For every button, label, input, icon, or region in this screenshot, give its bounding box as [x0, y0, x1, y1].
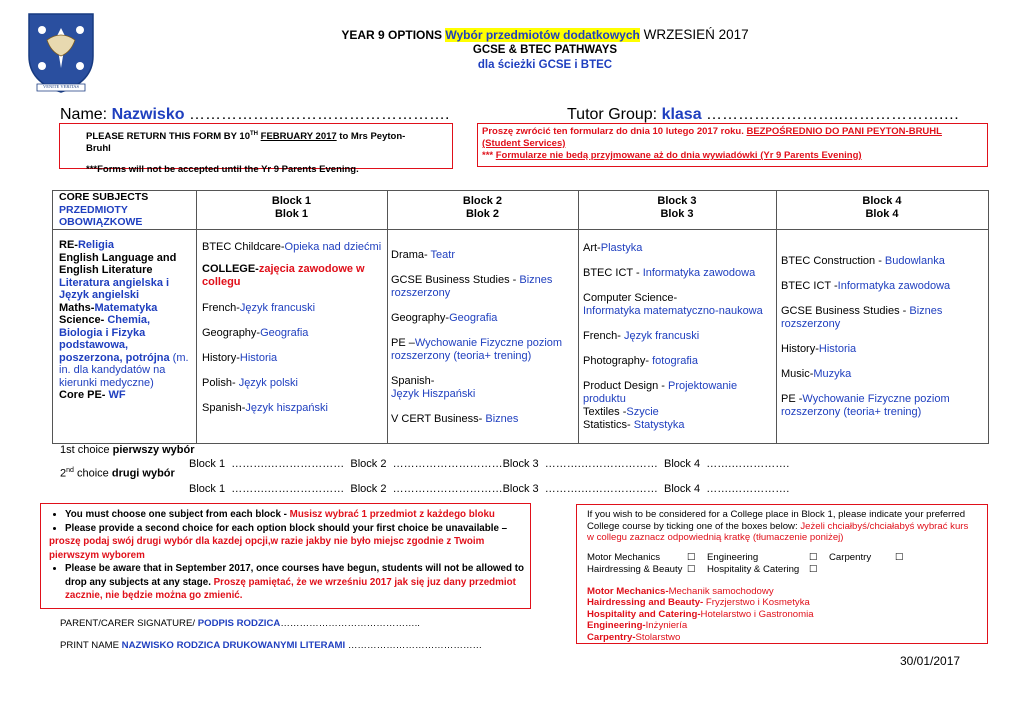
- block-3-option: Photography- fotografia: [583, 355, 698, 367]
- block-2-option: V CERT Business- Biznes: [391, 413, 519, 425]
- instruction-item: • Please be aware that in September 2017, once courses have begun, students will not be allowed to drop any subjects at any stage. Proszę pamiętać, że we wrześniu 2017 jak się juz dany przedmiot zacznie, nie będzie można go zmienić.: [65, 562, 524, 603]
- crest-motto: VENITE VERITAS: [43, 84, 79, 89]
- block-2-header: Block 2 Blok 2: [462, 195, 503, 220]
- block-2-option: Geography-Geografia: [391, 312, 498, 324]
- block-4-option: Music-Muzyka: [781, 368, 852, 380]
- parent-signature-field[interactable]: PARENT/CARER SIGNATURE/ PODPIS RODZICA……………………………………..: [60, 618, 420, 629]
- checkbox-icon[interactable]: ☐: [687, 563, 696, 575]
- college-option: Carpentry: [829, 551, 872, 563]
- college-option: Motor Mechanics: [587, 551, 661, 563]
- block-3-option: French- Język francuski: [583, 330, 700, 342]
- core-subjects-header: CORE SUBJECTS PRZEDMIOTY OBOWIĄZKOWE: [59, 191, 149, 228]
- header-subtitle-pl: dla ścieżki GCSE i BTEC: [477, 59, 613, 71]
- block-1-option: Spanish-Język hiszpański: [202, 402, 328, 414]
- block-4-option: History-Historia: [781, 343, 857, 355]
- block-3-options: [583, 242, 773, 432]
- block-2-option: GCSE Business Studies - Biznes rozszerzony: [391, 274, 553, 299]
- block-4-option: PE -Wychowanie Fizyczne poziom rozszerzony (teoria+ trening): [781, 393, 950, 418]
- name-field[interactable]: Name: Nazwisko ………………………………………….: [60, 106, 450, 123]
- checkbox-icon[interactable]: ☐: [895, 551, 904, 563]
- block-2-option: Drama- Teatr: [391, 249, 455, 261]
- block-2-option: Spanish- Język Hiszpański: [391, 375, 476, 400]
- college-course-box: If you wish to be considered for a College place in Block 1, please indicate your preferred College course by ticking one of the boxes below: Jeżeli chciałbyś/chciałabyś wybrać kurs w collegu zaznacz odpowiednią kratkę (tłumaczenie poniżej) Motor Mechanics ☐ Engineering ☐ Carpentry ☐ Hairdressing & Beauty ☐ Hospitality & Catering ☐ Motor Mechanics-Mechanik samochodowy Hairdressing and Beauty- Fryzjerstwo i Kosmetyka Hospitality and Catering-Hotelarstwo i Gastronomia Engineering-Inżyniería Carpentry-Stolarstwo: [576, 504, 988, 644]
- instructions-box: • You must choose one subject from each block - Musisz wybrać 1 przedmiot z każdego bloku • Please provide a second choice for each option block should your first choice be unavailable – proszę podaj swój drugi wybór dla kazdej opcji,w razie jakby nie było miejsc zgodnie z Twoim pierwszym wyborem • Please be aware that in September 2017, once courses have begun, students will not be allowed to drop any subjects at any stage. Proszę pamiętać, że we wrześniu 2017 jak się juz dany przedmiot zacznie, nie będzie można go zmienić.: [40, 503, 531, 609]
- block-3-option: Statistics- Statystyka: [583, 419, 685, 431]
- block-1-option: BTEC Childcare-Opieka nad dziećmi: [202, 241, 382, 253]
- college-translations: Motor Mechanics-Mechanik samochodowy Hairdressing and Beauty- Fryzjerstwo i Kosmetyka Hospitality and Catering-Hotelarstwo i Gastronomia Engineering-Inżyniería Carpentry-Stolarstwo: [587, 585, 814, 643]
- checkbox-icon[interactable]: ☐: [809, 563, 818, 575]
- print-name-field[interactable]: PRINT NAME NAZWISKO RODZICA DRUKOWANYMI LITERAMI ……………………………………: [60, 640, 483, 651]
- header-title-pl: Wybór przedmiotów dodatkowych: [445, 28, 640, 42]
- core-subjects-list: RE-Religia English Language and English Literature Literatura angielska i Język angielski Maths-Matematyka Science- Chemia, Biologia i Fizyka podstawowa, poszerzona, potrójna (m. in. dla kandydatów na kierunki medyczne) Core PE- WF: [59, 239, 189, 401]
- form-date: 30/01/2017: [900, 654, 961, 668]
- checkbox-icon[interactable]: ☐: [687, 551, 696, 563]
- form-header: [200, 27, 890, 73]
- block-3-option: Computer Science- Informatyka matematyczno-naukowa: [583, 292, 763, 317]
- college-option: Hospitality & Catering: [707, 563, 800, 575]
- block-1-options: [202, 241, 382, 427]
- block-2-option: PE –Wychowanie Fizyczne poziom rozszerzony (teoria+ trening): [391, 337, 563, 362]
- block-3-option: BTEC ICT - Informatyka zawodowa: [583, 267, 756, 279]
- second-choice-line[interactable]: Block 1 ……….………………… Block 2 …………………………Block 3 ……….………………… Block 4 …….…………….: [189, 483, 790, 495]
- options-table: [52, 190, 989, 444]
- first-choice-line[interactable]: Block 1 ……….………………… Block 2 …………………………Block 3 ……….………………… Block 4 …….…………….: [189, 458, 790, 470]
- block-1-header: Block 1 Blok 1: [271, 195, 312, 220]
- return-notice-en: PLEASE RETURN THIS FORM BY 10TH FEBRUARY 2017 to Mrs Peyton-Bruhl ***Forms will not be accepted until the Yr 9 Parents Evening.: [59, 123, 453, 169]
- block-1-option: Polish- Język polski: [202, 377, 298, 389]
- block-1-option: Geography-Geografia: [202, 327, 309, 339]
- first-choice-label: 1st choice pierwszy wybór: [60, 444, 195, 456]
- block-2-options: [391, 249, 571, 438]
- checkbox-icon[interactable]: ☐: [809, 551, 818, 563]
- block-4-header: Block 4 Blok 4: [862, 195, 902, 220]
- college-option: Engineering: [707, 551, 759, 563]
- block-3-option: Product Design - Projektowanie produktu: [583, 380, 738, 405]
- block-1-option: French-Język francuski: [202, 302, 316, 314]
- header-title: YEAR 9 OPTIONS Wybór przedmiotów dodatkowych WRZESIEŃ 2017: [341, 27, 749, 42]
- block-3-header: Block 3 Blok 3: [657, 195, 697, 220]
- block-4-option: BTEC Construction - Budowlanka: [781, 255, 945, 267]
- block-4-option: GCSE Business Studies - Biznes rozszerzony: [781, 305, 943, 330]
- school-crest: [25, 10, 97, 96]
- tutor-group-field[interactable]: Tutor Group: klasa ……………………..……………….…: [567, 106, 960, 123]
- header-subtitle: GCSE & BTEC PATHWAYS: [472, 44, 618, 56]
- second-choice-label: 2nd choice drugi wybór: [60, 467, 175, 480]
- college-option: Hairdressing & Beauty: [587, 563, 683, 575]
- instruction-item: • Please provide a second choice for each option block should your first choice be unavailable –: [65, 522, 524, 536]
- block-1-option: COLLEGE-zajęcia zawodowe w collegu: [202, 263, 365, 288]
- block-4-options: [781, 255, 981, 431]
- block-3-option: Art-Plastyka: [583, 242, 643, 254]
- block-4-option: BTEC ICT -Informatyka zawodowa: [781, 280, 951, 292]
- return-notice-pl: Proszę zwrócić ten formularz do dnia 10 lutego 2017 roku. BEZPOŚREDNIO DO PANI PEYTON-BRUHL (Student Services) *** Formularze nie bedą przyjmowane aż do dnia wywiadówki (Yr 9 Parents Evening): [477, 123, 988, 167]
- block-3-option: Textiles -Szycie: [583, 406, 659, 418]
- instruction-item: • You must choose one subject from each block - Musisz wybrać 1 przedmiot z każdego bloku: [65, 508, 524, 522]
- block-1-option: History-Historia: [202, 352, 278, 364]
